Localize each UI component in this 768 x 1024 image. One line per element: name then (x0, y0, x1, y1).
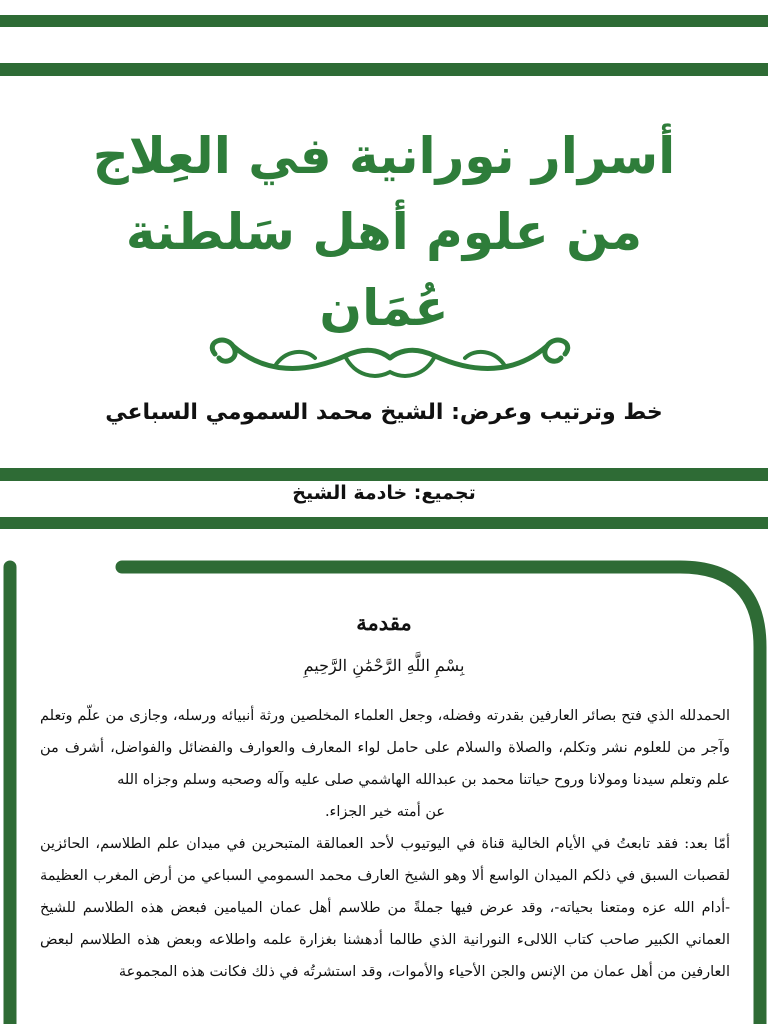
book-title-line-1: أسرار نورانية في العِلاج (92, 127, 676, 185)
title-band-bottom (0, 468, 768, 481)
top-band (0, 15, 768, 27)
author-line: خط وترتيب وعرض: الشيخ محمد السمومي السباعي (105, 400, 663, 425)
book-title-line-3: عُمَان (319, 279, 449, 337)
intro-body (40, 700, 730, 988)
intro-paragraph: أمّا بعد: فقد تابعتُ في الأيام الخالية قناة في اليوتيوب لأحد العمالقة المتبحرين في ميدان علم الطلاسم، الحائزين لقصبات السبق في ذلكم الميدان الواسع ألا وهو الشيخ العارف محمد السمومي السباعي من أرض المغرب العظيمة -أدام الله عزه ومتعنا بحياته-، وقد عرض فيها جملةً من طلاسم أهل عمان الميامين فبعض هذه الطلاسم للشيخ العماني الكبير صاحب كتاب اللالىء النورانية الذي طالما أدهشنا بغزارة علمه واطلاعه وبعض هذه الطلاسم لبعض العارفين من أهل عمان من الإنس والجن الأحياء والأموات، وقد استشرتُه في ذلك فكانت هذه المجموعة (40, 836, 730, 980)
intro-heading: مقدمة (356, 610, 412, 635)
title-band-top (0, 63, 768, 76)
compiler-line: تجميع: خادمة الشيخ (292, 482, 476, 504)
book-title-line-2: من علوم أهل سَلطنة (125, 203, 643, 261)
intro-paragraph: الحمدلله الذي فتح بصائر العارفين بقدرته وفضله، وجعل العلماء المخلصين ورثة أنبيائه ورسله، وجازى من علّم وتعلم وآجر من للعلوم نشر وتكلم، والصلاة والسلام على حامل لواء المعارف والعوارف والفضائل والفواضل، أشرف من علم وتعلم سيدنا ومولانا وروح حياتنا محمد بن عبدالله الهاشمي صلى عليه وآله وصحبه وسلم وجزاه الله (40, 708, 730, 788)
basmala: بِسْمِ اللَّهِ الرَّحْمَٰنِ الرَّحِيمِ (303, 656, 465, 675)
intro-paragraph-end: عن أمته خير الجزاء. (324, 804, 446, 820)
compiler-band (0, 517, 768, 529)
book-title (0, 118, 768, 346)
ornament-divider (195, 330, 585, 386)
